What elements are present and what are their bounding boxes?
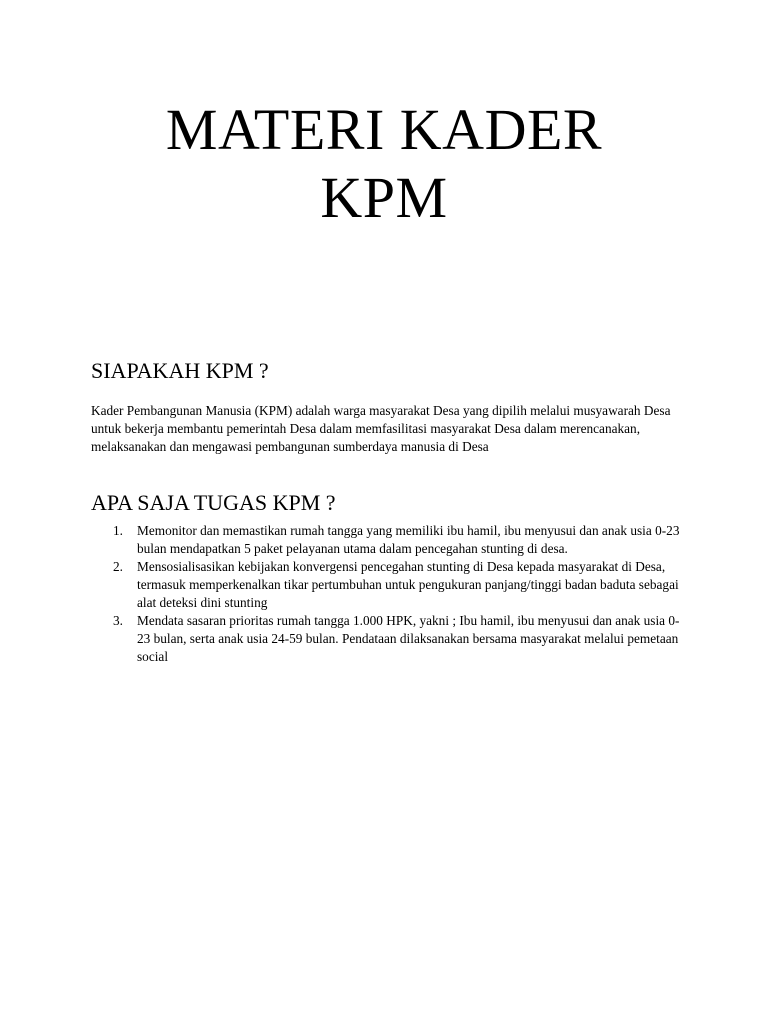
section-heading-tugas: APA SAJA TUGAS KPM ?	[91, 490, 336, 515]
section-paragraph-definition: Kader Pembangunan Manusia (KPM) adalah warga masyarakat Desa yang dipilih melalui musyawarah Desa untuk bekerja membantu pemerintah Desa dalam memfasilitasi masyarakat Desa dalam merencanakan, melaksanakan dan mengawasi pembangunan sumberdaya manusia di Desa	[91, 403, 671, 454]
task-number: 3.	[113, 613, 123, 628]
task-list-item	[91, 522, 691, 558]
task-text: Mensosialisasikan kebijakan konvergensi pencegahan stunting di Desa kepada masyarakat di Desa, termasuk memperkenalkan tikar pertumbuhan untuk pengukuran panjang/tinggi badan baduta sebagai alat deteksi dini stunting	[137, 559, 679, 610]
task-list	[91, 522, 691, 666]
task-number: 2.	[113, 559, 123, 574]
task-list-item	[91, 558, 691, 612]
task-list-item	[91, 612, 691, 666]
section-heading-siapakah: SIAPAKAH KPM ?	[91, 358, 269, 383]
task-number: 1.	[113, 523, 123, 538]
document-title-line-2: KPM	[320, 165, 448, 230]
task-text: Mendata sasaran prioritas rumah tangga 1.000 HPK, yakni ; Ibu hamil, ibu menyusui dan anak usia 0-23 bulan, serta anak usia 24-59 bulan. Pendataan dilaksanakan bersama masyarakat melalui pemetaan social	[137, 613, 680, 664]
document-title-line-1: MATERI KADER	[165, 97, 603, 162]
task-text: Memonitor dan memastikan rumah tangga yang memiliki ibu hamil, ibu menyusui dan anak usia 0-23 bulan mendapatkan 5 paket pelayanan utama dalam pencegahan stunting di desa.	[137, 523, 680, 556]
document-title	[0, 96, 768, 232]
